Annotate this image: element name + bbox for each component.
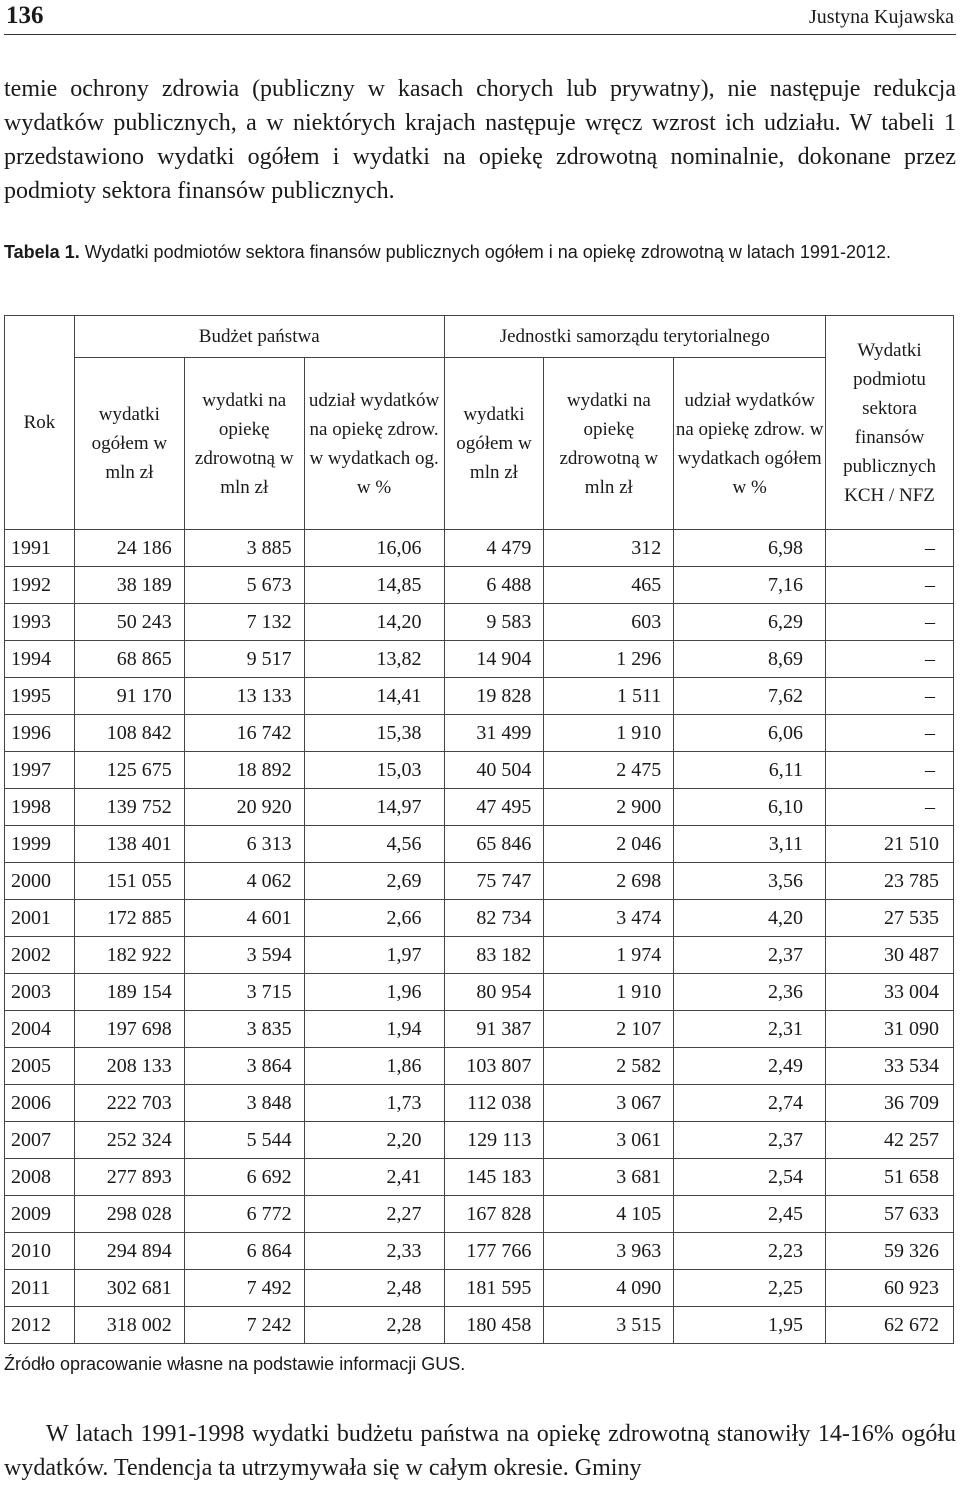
table-cell: 8,69: [674, 641, 826, 678]
table-cell: 2,48: [304, 1270, 444, 1307]
header-jst: Jednostki samorządu terytorialnego: [444, 316, 826, 358]
header-sb-health: wydatki na opiekę zdrowotną w mln zł: [184, 358, 304, 530]
table-cell: 1,86: [304, 1048, 444, 1085]
table-cell: 1 910: [544, 974, 674, 1011]
table-cell: 42 257: [826, 1122, 954, 1159]
table-cell: 2,25: [674, 1270, 826, 1307]
table-cell: 2,31: [674, 1011, 826, 1048]
table-cell: 180 458: [444, 1307, 544, 1344]
table-row: [5, 641, 954, 678]
table-row: [5, 1122, 954, 1159]
table-cell: 27 535: [826, 900, 954, 937]
table-cell: 2 475: [544, 752, 674, 789]
table-cell: 603: [544, 604, 674, 641]
table-cell: 14,97: [304, 789, 444, 826]
table-cell: 208 133: [74, 1048, 184, 1085]
table-row: [5, 826, 954, 863]
source-note: Źródło opracowanie własne na podstawie informacji GUS.: [4, 1354, 466, 1374]
table-cell: 3 864: [184, 1048, 304, 1085]
table-cell: 51 658: [826, 1159, 954, 1196]
table-cell: 7 492: [184, 1270, 304, 1307]
table-cell: 91 170: [74, 678, 184, 715]
table-row: [5, 937, 954, 974]
table-cell: 14 904: [444, 641, 544, 678]
table-row: [5, 604, 954, 641]
header-kch-nfz: Wydatki podmiotu sektora finansów publicznych KCH / NFZ: [826, 316, 954, 530]
table-cell: –: [826, 715, 954, 752]
table-cell: –: [826, 752, 954, 789]
header-lg-share: udział wydatków na opiekę zdrow. w wydatkach ogółem w %: [674, 358, 826, 530]
table-cell: 181 595: [444, 1270, 544, 1307]
table-cell: 2011: [5, 1270, 75, 1307]
table-cell: 6,29: [674, 604, 826, 641]
table-cell: 4 601: [184, 900, 304, 937]
table-row: [5, 1196, 954, 1233]
table-cell: 6,11: [674, 752, 826, 789]
table-cell: 4 105: [544, 1196, 674, 1233]
table-cell: 1 296: [544, 641, 674, 678]
table-cell: 31 499: [444, 715, 544, 752]
table-cell: 1992: [5, 567, 75, 604]
table-cell: 15,03: [304, 752, 444, 789]
table-row: [5, 752, 954, 789]
table-cell: 3 061: [544, 1122, 674, 1159]
table-cell: 83 182: [444, 937, 544, 974]
table-cell: 2010: [5, 1233, 75, 1270]
table-cell: 91 387: [444, 1011, 544, 1048]
table-cell: 6 313: [184, 826, 304, 863]
table-cell: 2,41: [304, 1159, 444, 1196]
table-cell: 1,94: [304, 1011, 444, 1048]
table-body: [5, 530, 954, 1344]
table-row: [5, 1159, 954, 1196]
table-cell: 3,11: [674, 826, 826, 863]
table-row: [5, 1307, 954, 1344]
table-cell: 21 510: [826, 826, 954, 863]
table-cell: 2 582: [544, 1048, 674, 1085]
table-cell: 139 752: [74, 789, 184, 826]
table-cell: 1 974: [544, 937, 674, 974]
table-cell: 1997: [5, 752, 75, 789]
table-cell: 1993: [5, 604, 75, 641]
table-row: [5, 567, 954, 604]
table-cell: 24 186: [74, 530, 184, 567]
table-cell: 40 504: [444, 752, 544, 789]
table-cell: 16,06: [304, 530, 444, 567]
table-cell: 30 487: [826, 937, 954, 974]
table-cell: 3 594: [184, 937, 304, 974]
table-cell: 5 544: [184, 1122, 304, 1159]
table-cell: 2 107: [544, 1011, 674, 1048]
header-sb-share: udział wydatków na opiekę zdrow. w wydatkach og. w %: [304, 358, 444, 530]
table-row: [5, 1011, 954, 1048]
table-row: [5, 1085, 954, 1122]
table-cell: 145 183: [444, 1159, 544, 1196]
table-row: [5, 678, 954, 715]
table-cell: 7,16: [674, 567, 826, 604]
table-cell: 2,36: [674, 974, 826, 1011]
table-cell: 33 534: [826, 1048, 954, 1085]
table-cell: 4,56: [304, 826, 444, 863]
table-caption-label: Tabela 1.: [4, 242, 80, 262]
table-cell: 302 681: [74, 1270, 184, 1307]
table-cell: 1998: [5, 789, 75, 826]
table-cell: 13 133: [184, 678, 304, 715]
table-row: [5, 863, 954, 900]
table-row: [5, 900, 954, 937]
table-cell: 6 864: [184, 1233, 304, 1270]
table-cell: 3 885: [184, 530, 304, 567]
table-cell: 2005: [5, 1048, 75, 1085]
page-header: [4, 0, 956, 35]
table-cell: 7 242: [184, 1307, 304, 1344]
table-cell: 2,33: [304, 1233, 444, 1270]
table-cell: 14,85: [304, 567, 444, 604]
table-cell: 1999: [5, 826, 75, 863]
table-cell: 318 002: [74, 1307, 184, 1344]
table-cell: 2,74: [674, 1085, 826, 1122]
table-cell: 20 920: [184, 789, 304, 826]
table-cell: 6 772: [184, 1196, 304, 1233]
table-cell: 167 828: [444, 1196, 544, 1233]
header-sb-total: wydatki ogółem w mln zł: [74, 358, 184, 530]
table-row: [5, 715, 954, 752]
table-cell: 13,82: [304, 641, 444, 678]
table-cell: 2007: [5, 1122, 75, 1159]
table-cell: 2012: [5, 1307, 75, 1344]
table-row: [5, 974, 954, 1011]
table-cell: 50 243: [74, 604, 184, 641]
table-cell: –: [826, 678, 954, 715]
table-cell: 60 923: [826, 1270, 954, 1307]
table-cell: 2000: [5, 863, 75, 900]
table-cell: 9 517: [184, 641, 304, 678]
table-cell: 6 692: [184, 1159, 304, 1196]
table-cell: 4,20: [674, 900, 826, 937]
table-cell: 2009: [5, 1196, 75, 1233]
table-cell: 19 828: [444, 678, 544, 715]
table-cell: 2,66: [304, 900, 444, 937]
table-cell: 2 900: [544, 789, 674, 826]
data-table: [4, 315, 954, 1344]
table-cell: 4 090: [544, 1270, 674, 1307]
table-cell: 2001: [5, 900, 75, 937]
table-cell: 1 511: [544, 678, 674, 715]
table-cell: 298 028: [74, 1196, 184, 1233]
table-cell: 14,20: [304, 604, 444, 641]
table-cell: 6,10: [674, 789, 826, 826]
table-cell: 1995: [5, 678, 75, 715]
table-row: [5, 789, 954, 826]
table-cell: 197 698: [74, 1011, 184, 1048]
table-cell: 62 672: [826, 1307, 954, 1344]
table-cell: 4 062: [184, 863, 304, 900]
table-cell: 1,95: [674, 1307, 826, 1344]
page-number: 136: [6, 2, 44, 29]
table-cell: 2006: [5, 1085, 75, 1122]
table-cell: 38 189: [74, 567, 184, 604]
table-cell: 2002: [5, 937, 75, 974]
table-cell: 3 515: [544, 1307, 674, 1344]
table-cell: 3,56: [674, 863, 826, 900]
table-cell: 16 742: [184, 715, 304, 752]
table-cell: 36 709: [826, 1085, 954, 1122]
table-row: [5, 530, 954, 567]
table-cell: 7 132: [184, 604, 304, 641]
table-cell: 112 038: [444, 1085, 544, 1122]
body-paragraph-1: temie ochrony zdrowia (publiczny w kasach chorych lub prywatny), nie następuje redukcja wydatków publicznych, a w niektórych krajach następuje wręcz wzrost ich udziału. W tabeli 1 przedstawiono wydatki ogółem i wydatki na opiekę zdrowotną nominalnie, dokonane przez podmioty sektora finansów publicznych.: [4, 76, 956, 204]
table-cell: 2,45: [674, 1196, 826, 1233]
table-row: [5, 1233, 954, 1270]
table-cell: 1994: [5, 641, 75, 678]
table-cell: 125 675: [74, 752, 184, 789]
table-cell: 47 495: [444, 789, 544, 826]
table-cell: 59 326: [826, 1233, 954, 1270]
body-paragraph-2: W latach 1991-1998 wydatki budżetu państwa na opiekę zdrowotną stanowiły 14-16% ogółu wydatków. Tendencja ta utrzymywała się w całym okresie. Gminy: [4, 1421, 956, 1481]
header-lg-total: wydatki ogółem w mln zł: [444, 358, 544, 530]
table-cell: 138 401: [74, 826, 184, 863]
table-cell: 252 324: [74, 1122, 184, 1159]
table-cell: 7,62: [674, 678, 826, 715]
table-cell: 129 113: [444, 1122, 544, 1159]
table-cell: –: [826, 641, 954, 678]
table-cell: 1,96: [304, 974, 444, 1011]
table-cell: 1991: [5, 530, 75, 567]
table-cell: 2,37: [674, 1122, 826, 1159]
table-cell: 5 673: [184, 567, 304, 604]
table-cell: 2008: [5, 1159, 75, 1196]
table-caption-text: Wydatki podmiotów sektora finansów publicznych ogółem i na opiekę zdrowotną w latach 1991-2012.: [79, 242, 891, 262]
table-cell: 3 848: [184, 1085, 304, 1122]
table-cell: 6,98: [674, 530, 826, 567]
table-cell: 3 067: [544, 1085, 674, 1122]
table-cell: 294 894: [74, 1233, 184, 1270]
table-cell: 108 842: [74, 715, 184, 752]
table-cell: 6,06: [674, 715, 826, 752]
table-cell: 57 633: [826, 1196, 954, 1233]
table-cell: 2,28: [304, 1307, 444, 1344]
table-caption: [4, 238, 952, 266]
table-cell: 31 090: [826, 1011, 954, 1048]
table-cell: 18 892: [184, 752, 304, 789]
table-row: [5, 1048, 954, 1085]
table-cell: 1 910: [544, 715, 674, 752]
table-cell: 80 954: [444, 974, 544, 1011]
table-cell: 3 715: [184, 974, 304, 1011]
table-cell: 33 004: [826, 974, 954, 1011]
table-cell: 65 846: [444, 826, 544, 863]
table-cell: 151 055: [74, 863, 184, 900]
table-cell: 2,20: [304, 1122, 444, 1159]
table-cell: –: [826, 604, 954, 641]
table-cell: 2,27: [304, 1196, 444, 1233]
table-cell: 277 893: [74, 1159, 184, 1196]
table-cell: 82 734: [444, 900, 544, 937]
header-budzet-panstwa: Budżet państwa: [74, 316, 444, 358]
table-cell: 3 963: [544, 1233, 674, 1270]
table-cell: 2 046: [544, 826, 674, 863]
table-cell: 2003: [5, 974, 75, 1011]
table-cell: 9 583: [444, 604, 544, 641]
table-cell: 2,23: [674, 1233, 826, 1270]
table-cell: 189 154: [74, 974, 184, 1011]
table-cell: 14,41: [304, 678, 444, 715]
table-cell: 2,54: [674, 1159, 826, 1196]
table-cell: 465: [544, 567, 674, 604]
table-row: [5, 1270, 954, 1307]
table-cell: 312: [544, 530, 674, 567]
table-cell: 1996: [5, 715, 75, 752]
table-cell: –: [826, 530, 954, 567]
table-cell: 2,37: [674, 937, 826, 974]
header-lg-health: wydatki na opiekę zdrowotną w mln zł: [544, 358, 674, 530]
table-cell: 3 835: [184, 1011, 304, 1048]
table-cell: 2 698: [544, 863, 674, 900]
table-cell: 75 747: [444, 863, 544, 900]
table-cell: 222 703: [74, 1085, 184, 1122]
table-cell: 4 479: [444, 530, 544, 567]
table-cell: 15,38: [304, 715, 444, 752]
table-cell: 103 807: [444, 1048, 544, 1085]
table-cell: 1,97: [304, 937, 444, 974]
table-cell: 68 865: [74, 641, 184, 678]
table-cell: 172 885: [74, 900, 184, 937]
table-cell: –: [826, 567, 954, 604]
table-cell: –: [826, 789, 954, 826]
header-rok: Rok: [5, 316, 75, 530]
table-cell: 2,69: [304, 863, 444, 900]
table-cell: 177 766: [444, 1233, 544, 1270]
table-cell: 23 785: [826, 863, 954, 900]
table-cell: 2,49: [674, 1048, 826, 1085]
table-cell: 182 922: [74, 937, 184, 974]
table-cell: 2004: [5, 1011, 75, 1048]
table-cell: 6 488: [444, 567, 544, 604]
running-head-author: Justyna Kujawska: [809, 6, 954, 28]
table-cell: 3 474: [544, 900, 674, 937]
table-cell: 1,73: [304, 1085, 444, 1122]
table-cell: 3 681: [544, 1159, 674, 1196]
